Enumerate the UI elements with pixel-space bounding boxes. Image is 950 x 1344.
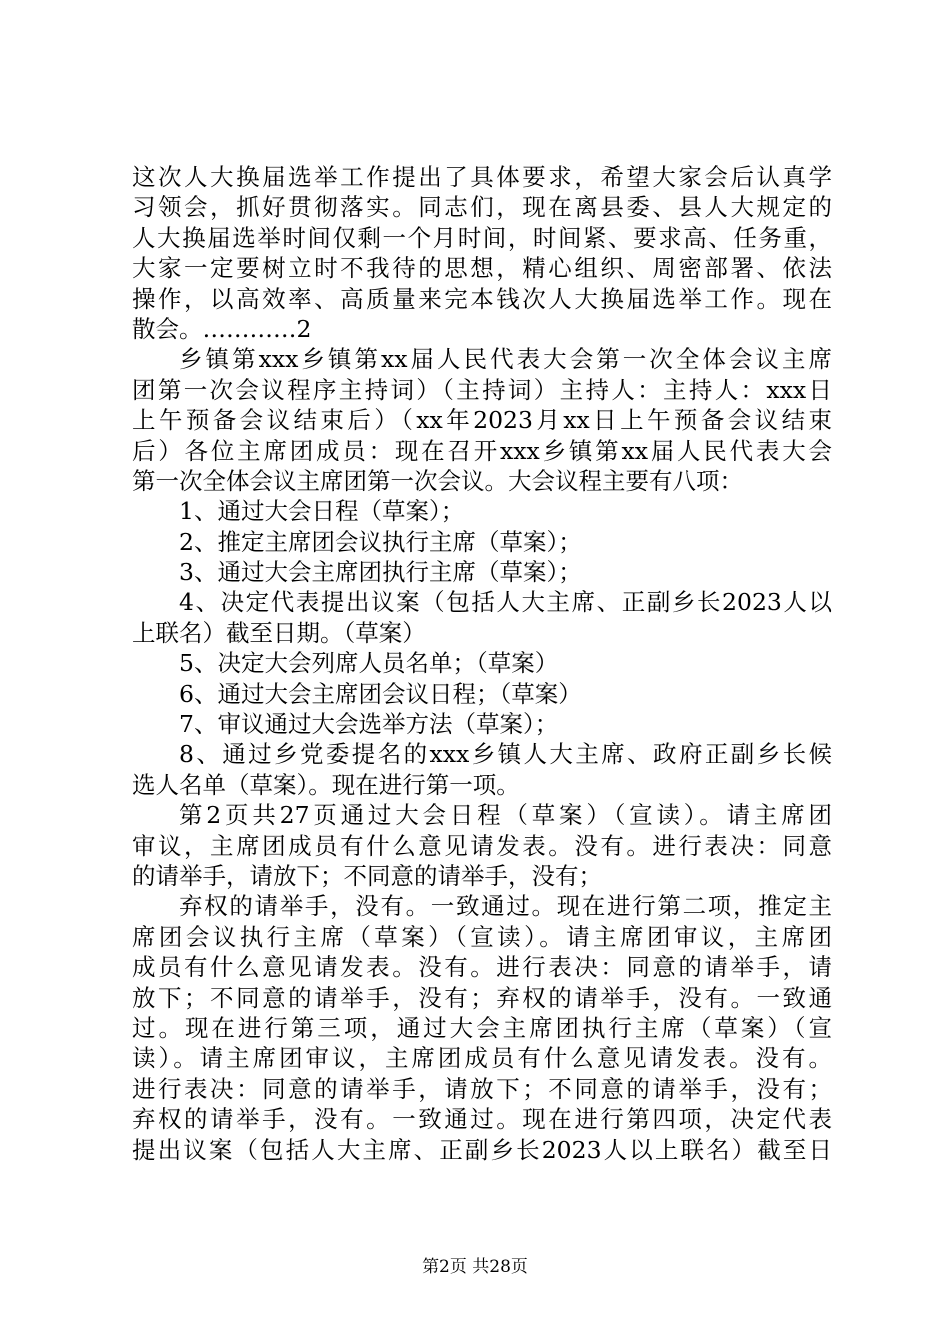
text-line: 3、通过大会主席团执行主席（草案）； xyxy=(179,558,582,587)
text-line: 这次人大换届选举工作提出了具体要求，希望大家会后认真学 xyxy=(132,163,832,191)
text-line: 团第一次会议程序主持词）（主持词）主持人：主持人：xxx日 xyxy=(132,375,832,404)
text-line: 上联名）截至日期。（草案） xyxy=(132,618,426,647)
text-line: 后）各位主席团成员：现在召开xxx乡镇第xx届人民代表大会 xyxy=(132,436,832,465)
text-line: 大家一定要树立时不我待的思想，精心组织、周密部署、依法 xyxy=(132,254,832,283)
text-line: 4、决定代表提出议案（包括人大主席、正副乡长2023人以 xyxy=(179,588,832,617)
text-line: 第2页共27页通过大会日程（草案）（宣读）。请主席团 xyxy=(179,801,832,830)
text-line: 散会。…………2 xyxy=(132,314,312,343)
text-line: 习领会，抓好贯彻落实。同志们，现在离县委、县人大规定的 xyxy=(132,193,832,222)
text-line: 7、审议通过大会选举方法（草案）； xyxy=(179,710,559,739)
text-line: 弃权的请举手，没有。一致通过。现在进行第四项，决定代表 xyxy=(132,1105,832,1134)
agenda-item-6 xyxy=(132,679,832,709)
text-line: 6、通过大会主席团会议日程；（草案） xyxy=(179,679,582,708)
text-line: 放下；不同意的请举手，没有；弃权的请举手，没有。一致通 xyxy=(132,983,832,1012)
voting-paragraph xyxy=(132,891,832,1165)
text-line: 选人名单（草案）。现在进行第一项。 xyxy=(132,770,520,799)
closing-paragraph xyxy=(132,162,832,344)
text-line: 上午预备会议结束后）（xx年2023月xx日上午预备会议结束 xyxy=(132,406,832,435)
text-line: 操作，以高效率、高质量来完本钱次人大换届选举工作。现在 xyxy=(132,284,832,313)
document-body xyxy=(132,162,832,1165)
text-line: 审议，主席团成员有什么意见请发表。没有。进行表决：同意 xyxy=(132,831,832,860)
text-line: 读）。请主席团审议，主席团成员有什么意见请发表。没有。 xyxy=(132,1044,832,1073)
agenda-item-8 xyxy=(132,739,832,800)
text-line: 提出议案（包括人大主席、正副乡长2023人以上联名）截至日 xyxy=(132,1135,832,1164)
text-line: 人大换届选举时间仅剩一个月时间，时间紧、要求高、任务重， xyxy=(132,223,832,252)
text-line: 2、推定主席团会议执行主席（草案）； xyxy=(179,527,582,556)
presidium-intro-paragraph xyxy=(132,344,832,496)
text-line: 第一次全体会议主席团第一次会议。大会议程主要有八项： xyxy=(132,466,743,495)
text-line: 的请举手，请放下；不同意的请举手，没有； xyxy=(132,861,602,890)
text-line: 5、决定大会列席人员名单；（草案） xyxy=(179,649,559,678)
page-footer xyxy=(0,1256,950,1278)
agenda-item-3 xyxy=(132,557,832,587)
agenda-item-2 xyxy=(132,527,832,557)
text-line: 席团会议执行主席（草案）（宣读）。请主席团审议，主席团 xyxy=(132,922,832,951)
text-line: 1、通过大会日程（草案）； xyxy=(179,497,465,526)
text-line: 成员有什么意见请发表。没有。进行表决：同意的请举手，请 xyxy=(132,953,832,982)
agenda-item-7 xyxy=(132,709,832,739)
agenda-item-1 xyxy=(132,496,832,526)
page-number-label: 第2页 共28页 xyxy=(422,1257,528,1277)
text-line: 进行表决：同意的请举手，请放下；不同意的请举手，没有； xyxy=(132,1074,832,1103)
agenda-item-5 xyxy=(132,648,832,678)
first-item-paragraph xyxy=(132,800,832,891)
text-line: 乡镇第xxx乡镇第xx届人民代表大会第一次全体会议主席 xyxy=(179,345,832,374)
text-line: 过。现在进行第三项，通过大会主席团执行主席（草案）（宣 xyxy=(132,1013,832,1042)
text-line: 弃权的请举手，没有。一致通过。现在进行第二项，推定主 xyxy=(179,892,832,921)
agenda-item-4 xyxy=(132,587,832,648)
text-line: 8、通过乡党委提名的xxx乡镇人大主席、政府正副乡长候 xyxy=(179,740,832,769)
